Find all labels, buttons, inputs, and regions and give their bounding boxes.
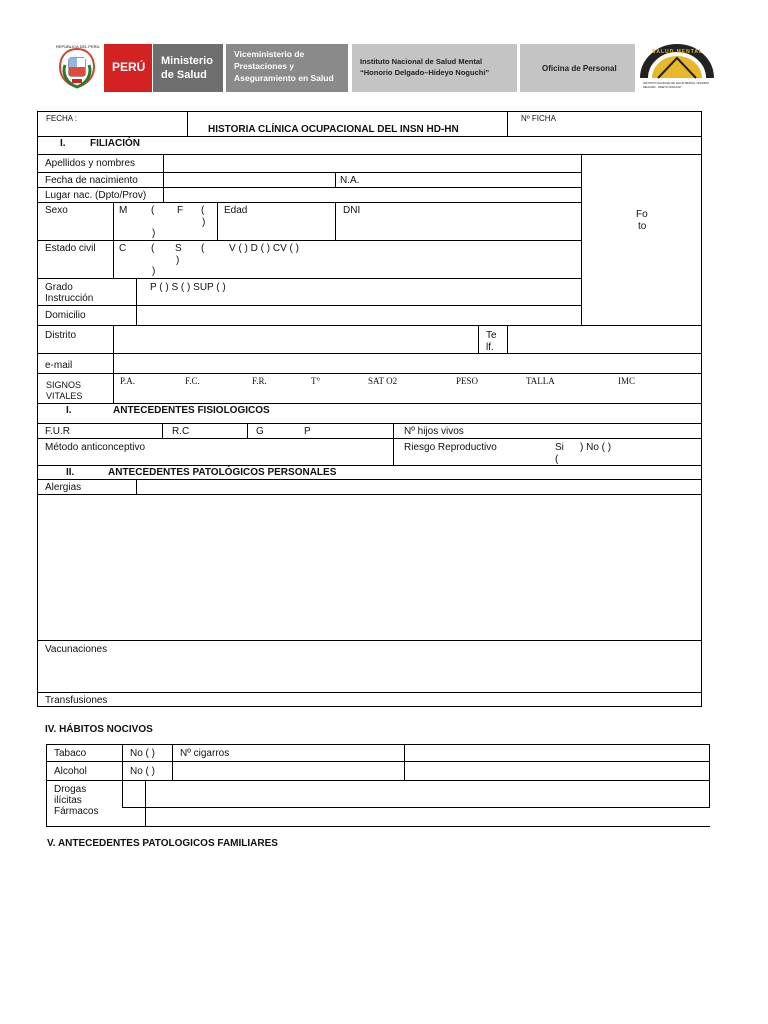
form-title: HISTORIA CLÍNICA OCUPACIONAL DEL INSN HD-HN [208, 124, 459, 135]
apellidos-label: Apellidos y nombres [45, 158, 136, 169]
fur-label: F.U.R [45, 426, 70, 437]
transfusiones-label: Transfusiones [45, 695, 108, 706]
viceministerio-block [226, 44, 348, 92]
riesgo-si: Si [555, 442, 564, 453]
instituto-line-1: Instituto Nacional de Salud Mental [360, 57, 483, 66]
drogas-label-2: ilícitas [54, 795, 82, 806]
sv-fc: F.C. [185, 376, 200, 386]
ec-c: C [119, 243, 127, 254]
sexo-m-paren: ( [151, 205, 155, 216]
drogas-label-1: Drogas [54, 784, 87, 795]
sv-imc: IMC [618, 376, 636, 386]
section-5-title: V. ANTECEDENTES PATOLOGICOS FAMILIARES [47, 838, 278, 849]
ec-rest: V ( ) D ( ) CV ( ) [229, 243, 299, 254]
foto-label-1: Fo [636, 209, 648, 220]
sv-pa: P.A. [120, 376, 136, 386]
hijos-label: Nº hijos vivos [404, 426, 464, 437]
seal-label: REPÚBLICA DEL PERÚ [56, 44, 100, 49]
ministerio-block [153, 44, 223, 92]
oficina-label: Oficina de Personal [542, 64, 617, 73]
tabaco-no: No ( ) [130, 748, 155, 759]
edad-label: Edad [224, 205, 248, 216]
foto-label-2: to [638, 221, 647, 232]
sv-sat: SAT O2 [368, 376, 398, 386]
ec-s-close: ) [176, 255, 180, 266]
sexo-label: Sexo [45, 205, 68, 216]
ec-s-paren: ( [201, 243, 205, 254]
section-4-title: IV. HÁBITOS NOCIVOS [45, 724, 153, 735]
email-label: e-mail [45, 360, 73, 371]
telf-label-1: Te [486, 330, 497, 341]
distrito-label: Distrito [45, 330, 77, 341]
sexo-f-close: ) [202, 217, 206, 228]
signos-label-1: SIGNOS [46, 380, 82, 390]
grado-options: P ( ) S ( ) SUP ( ) [150, 282, 226, 293]
vice-line-3: Aseguramiento en Salud [234, 73, 334, 83]
section-1-title: FILIACIÓN [90, 138, 140, 149]
de-salud-label: de Salud [161, 69, 207, 81]
alcohol-label: Alcohol [54, 766, 87, 777]
sv-fr: F.R. [252, 376, 267, 386]
farmacos-label: Fármacos [54, 806, 99, 817]
sexo-f: F [177, 205, 184, 216]
alcohol-no: No ( ) [130, 766, 155, 777]
sv-talla: TALLA [526, 376, 555, 386]
section-3-number: II. [66, 467, 75, 478]
vacunaciones-label: Vacunaciones [45, 644, 108, 655]
section-3-title: ANTECEDENTES PATOLÓGICOS PERSONALES [108, 467, 337, 478]
ec-s: S [175, 243, 182, 254]
lugar-nac-label: Lugar nac. (Dpto/Prov) [45, 190, 147, 201]
nficha-label: Nº FICHA [521, 114, 556, 123]
g-label: G [256, 426, 264, 437]
section-2-number: I. [66, 405, 72, 416]
na-label: N.A. [340, 175, 360, 186]
fecha-nac-label: Fecha de nacimiento [45, 175, 138, 186]
instituto-line-2: “Honorio Delgado–Hideyo Noguchi” [360, 68, 490, 77]
riesgo-label: Riesgo Reproductivo [404, 442, 497, 453]
signos-label-2: VITALES [46, 391, 83, 401]
sexo-m-close: ) [152, 228, 156, 239]
riesgo-no: ) No ( ) [580, 442, 612, 453]
grado-label-1: Grado [45, 282, 73, 293]
section-1-number: I. [60, 138, 66, 149]
riesgo-paren: ( [555, 454, 559, 465]
sexo-m: M [119, 205, 128, 216]
instituto-block [352, 44, 517, 92]
section-2-title: ANTECEDENTES FISIOLOGICOS [113, 405, 270, 416]
grado-label-2: Instrucción [45, 293, 94, 304]
ec-c-paren: ( [151, 243, 155, 254]
ministerio-label: Ministerio [161, 55, 213, 67]
telf-label-2: lf. [486, 342, 494, 353]
p-label: P [304, 426, 311, 437]
vice-line-2: Prestaciones y [234, 61, 295, 71]
peru-label: PERÚ [112, 60, 146, 74]
peru-seal-icon [52, 43, 102, 93]
cigarros-label: Nº cigarros [180, 748, 230, 759]
peru-block [104, 44, 152, 92]
domicilio-label: Domicilio [45, 310, 86, 321]
logo-word: SALUD MENTAL [652, 49, 704, 55]
ec-c-close: ) [152, 266, 156, 277]
tabaco-label: Tabaco [54, 748, 87, 759]
metodo-label: Método anticonceptivo [45, 442, 146, 453]
fecha-label: FECHA : [46, 114, 78, 123]
estado-civil-label: Estado civil [45, 243, 96, 254]
vice-line-1: Viceministerio de [234, 49, 305, 59]
logo-caption: INSTITUTO NACIONAL DE SALUD MENTAL “HONORIO DELGADO - HIDEYO NOGUCHI” [643, 82, 710, 89]
sexo-f-paren: ( [201, 205, 205, 216]
sv-t: T° [311, 376, 321, 386]
oficina-block [520, 44, 635, 92]
alergias-label: Alergias [45, 482, 82, 493]
sv-peso: PESO [456, 376, 479, 386]
rc-label: R.C [172, 426, 190, 437]
dni-label: DNI [343, 205, 361, 216]
